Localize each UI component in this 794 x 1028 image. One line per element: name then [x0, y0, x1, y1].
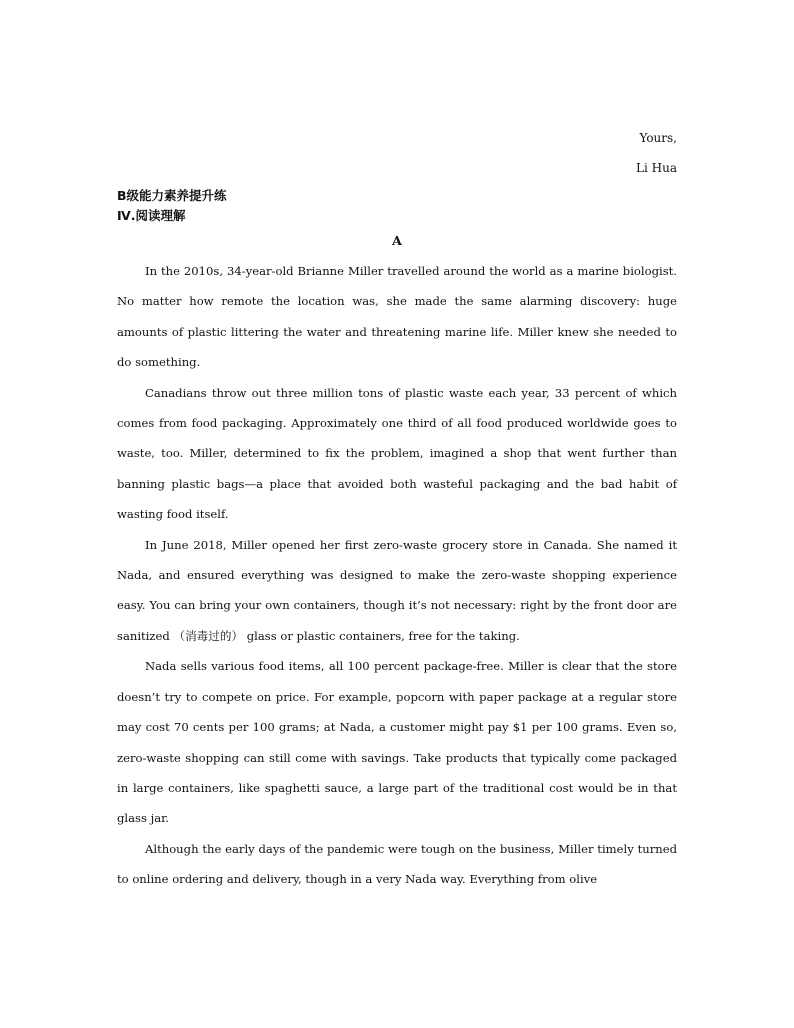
paragraph-3: In June 2018, Miller opened her first zero-waste grocery store in Canada. She named it Nada, and ensured everything was designed to make the zero-waste shopping experience easy. You can bring your own containers, though it’s not necessary: right by the front door are sanitized （消毒过的） glass or plastic containers, free for the taking. — [117, 537, 677, 643]
paragraph-2: Canadians throw out three million tons of plastic waste each year, 33 percent of which comes from food packaging. Approximately one third of all food produced worldwide goes to waste, too. Miller, determined to fix the problem, imagined a shop that went further than banning plastic bags—a place that avoided both wasteful packaging and the bad habit of wasting food itself. — [117, 385, 677, 522]
paragraph-1: In the 2010s, 34-year-old Brianne Miller travelled around the world as a marine biologist. No matter how remote the location was, she made the same alarming discovery: huge amounts of plastic littering the water and threatening marine life. Miller knew she needed to do something. — [117, 264, 677, 370]
level-heading: B级能力素养提升练 — [117, 188, 227, 203]
reading-section-heading: Ⅳ.阅读理解 — [117, 208, 186, 223]
passage-label: A — [392, 233, 402, 248]
letter-signature: Li Hua — [636, 161, 677, 175]
letter-salutation: Yours, — [639, 131, 677, 145]
passage-body — [117, 256, 677, 895]
paragraph-4: Nada sells various food items, all 100 percent package-free. Miller is clear that the store doesn’t try to compete on price. For example, popcorn with paper package at a regular store may cost 70 cents per 100 grams; at Nada, a customer might pay $1 per 100 grams. Even so, zero-waste shopping can still come with savings. Take products that typically come packaged in large containers, like spaghetti sauce, a large part of the traditional cost would be in that glass jar. — [117, 659, 677, 826]
paragraph-5: Although the early days of the pandemic were tough on the business, Miller timely turned to online ordering and delivery, though in a very Nada way. Everything from olive — [117, 841, 677, 887]
